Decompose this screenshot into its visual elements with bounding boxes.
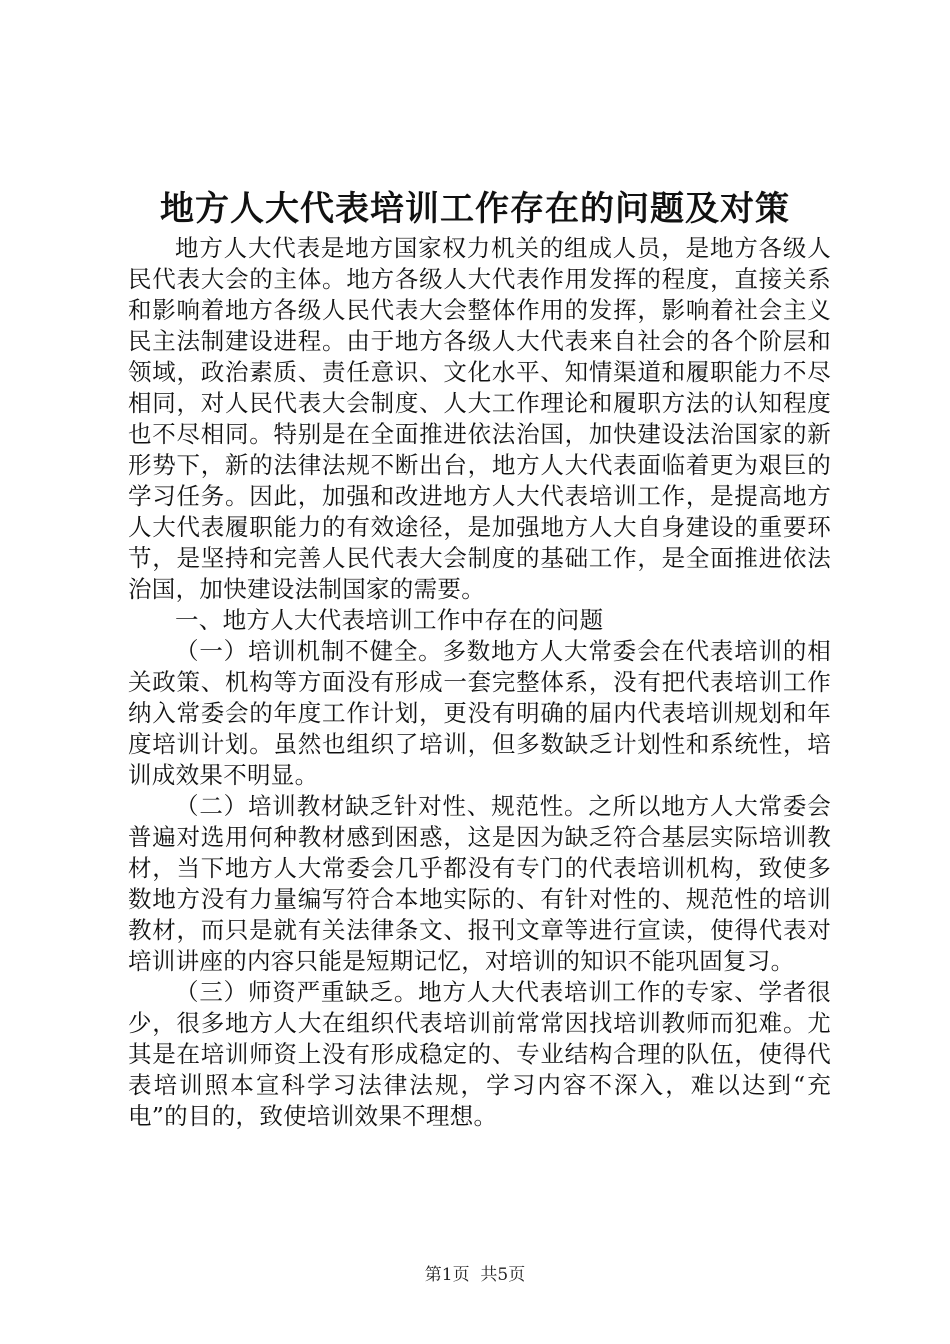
page-footer [0, 1264, 950, 1286]
document-title: 地方人大代表培训工作存在的问题及对策 [160, 189, 790, 229]
paragraph-problem-1: （一）培训机制不健全。多数地方人大常委会在代表培训的相关政策、机构等方面没有形成一套完整体系，没有把代表培训工作纳入常委会的年度工作计划，更没有明确的届内代表培训规划和年度培训计划。虽然也组织了培训，但多数缺乏计划性和系统性，培训成效果不明显。 [128, 637, 831, 789]
document-body [128, 233, 831, 1132]
paragraph-problem-2: （二）培训教材缺乏针对性、规范性。之所以地方人大常委会普遍对选用何种教材感到困惑，这是因为缺乏符合基层实际培训教材，当下地方人大常委会几乎都没有专门的代表培训机构，致使多数地方没有力量编写符合本地实际的、有针对性的、规范性的培训教材，而只是就有关法律条文、报刊文章等进行宣读，使得代表对培训讲座的内容只能是短期记忆，对培训的知识不能巩固复习。 [128, 792, 831, 975]
page-number: 第1页 [424, 1265, 470, 1285]
paragraph-intro: 地方人大代表是地方国家权力机关的组成人员，是地方各级人民代表大会的主体。地方各级人大代表作用发挥的程度，直接关系和影响着地方各级人民代表大会整体作用的发挥，影响着社会主义民主法制建设进程。由于地方各级人大代表来自社会的各个阶层和领域，政治素质、责任意识、文化水平、知情渠道和履职能力不尽相同，对人民代表大会制度、人大工作理论和履职方法的认知程度也不尽相同。特别是在全面推进依法治国，加快建设法治国家的新形势下，新的法律法规不断出台，地方人大代表面临着更为艰巨的学习任务。因此，加强和改进地方人大代表培训工作，是提高地方人大代表履职能力的有效途径，是加强地方人大自身建设的重要环节，是坚持和完善人民代表大会制度的基础工作，是全面推进依法治国，加快建设法制国家的需要。 [128, 234, 831, 603]
page-total: 共5页 [480, 1265, 526, 1285]
section-heading-problems: 一、地方人大代表培训工作中存在的问题 [175, 606, 604, 634]
paragraph-problem-3: （三）师资严重缺乏。地方人大代表培训工作的专家、学者很少，很多地方人大在组织代表培训前常常因找培训教师而犯难。尤其是在培训师资上没有形成稳定的、专业结构合理的队伍，使得代表培训照本宣科学习法律法规，学习内容不深入，难以达到“充电”的目的，致使培训效果不理想。 [128, 978, 831, 1130]
